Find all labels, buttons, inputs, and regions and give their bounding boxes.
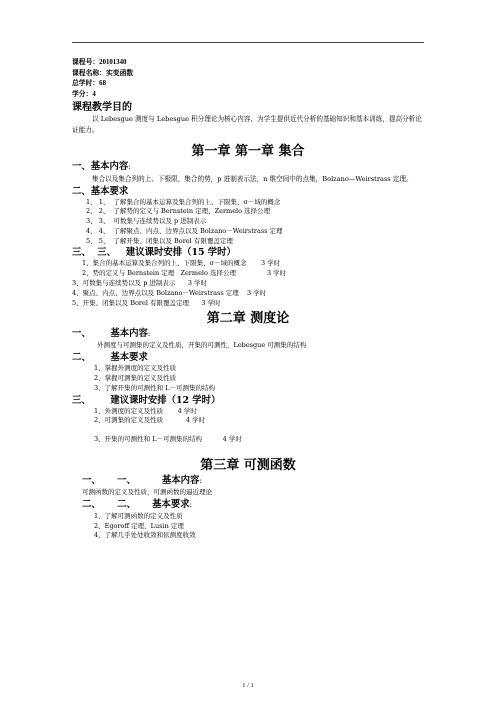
ch3-s1-colon: :: [199, 477, 202, 486]
ch2-req-item: 3、了解开集的可测性和 L－可测集的结构: [94, 383, 216, 392]
ch3-req-item: 1、了解可测函数的定义及性质: [94, 511, 183, 520]
goal-heading: 课程教学目的: [72, 102, 132, 113]
header-rule: [72, 42, 424, 43]
ch1-schedule-item: 5、开集、闭集以及 Borel 有限覆盖定理 3 学时: [72, 298, 221, 307]
ch2-section-3-heading: 三、 建议课时安排（12 学时）: [72, 394, 221, 406]
ch1-section-3-heading: 三、 三、 建议课时安排（15 学时）: [72, 247, 236, 259]
ch1-section-2-heading: 二、基本要求: [72, 185, 129, 197]
ch3-req-item: 2、Egoroff 定理，Lusin 定理: [94, 521, 184, 530]
ch3-req-item: 4、了解几乎处处收敛和依测度收敛: [94, 531, 196, 540]
ch2-req-item: 2、掌握可测集的定义及性质: [94, 374, 177, 383]
ch1-req-item: 4、 4、 了解聚点、内点、边界点以及 Bolzano－Weirstrass 定理: [86, 226, 283, 235]
ch1-schedule-item: 3、可数集与连续势以及 p 进制表示 3 学时: [72, 279, 208, 288]
ch3-section-1-text: 可测函数的定义及性质，可测函数的逼近理论: [82, 488, 212, 497]
ch1-section-1-text: 集合以及集合列的上、下极限，集合的势，p 进制表示法，n 维空间中的点集，Bolzano—Weirstrass 定理。: [92, 175, 413, 183]
ch1-req-item: 2、 2、 了解势的定义与 Bernstein 定理、Zermelo 选择公理: [86, 207, 271, 216]
ch2-schedule-item: 2、可测集的定义及性质 4 学时: [94, 416, 206, 425]
ch1-s1-colon: :: [128, 163, 131, 171]
chapter-2-title: 第二章 测度论: [206, 311, 290, 327]
ch1-req-item: 5、 5、 了解开集、闭集以及 Borel 有限覆盖定理: [86, 236, 233, 245]
chapter-1-title: 第一章 第一章 集合: [191, 144, 305, 159]
ch2-s1-label: 一、 基本内容: [72, 328, 148, 340]
ch3-section-1-heading: [72, 474, 424, 488]
ch2-section-1-heading: [72, 327, 424, 341]
ch2-schedule-spacer: [72, 426, 424, 435]
ch3-section-2-heading: [72, 498, 424, 512]
ch1-schedule-item: 4、聚点、内点、边界点以及 Bolzano－Weirstrass 定理 3 学时: [72, 288, 267, 297]
ch2-section-1-text: 外测度与可测集的定义及性质，开集的可测性，Lebesgue 可测集的结构: [97, 341, 307, 350]
ch1-schedule-item: 2、势的定义与 Bernstein 定理 Zermelo 选择公理 3 学时: [82, 269, 287, 278]
page-number: 1 / 1: [242, 682, 254, 689]
ch1-s1-label: 一、基本内容: [72, 161, 129, 172]
ch1-req-item: 3、 3、 可数集与连续势以及 p 进制表示: [86, 217, 207, 226]
ch3-s2-label: 二、 二、 基本要求: [82, 498, 190, 510]
ch3-s2-colon: :: [189, 500, 192, 509]
course-number: 课程号：20101340: [72, 59, 127, 66]
chapter-3-title: 第三章 可测函数: [200, 458, 296, 474]
ch2-schedule-item: 3、开集的可测性和 L－可测集的结构 4 学时: [94, 435, 242, 444]
goal-text: 以 Lebesgue 测度与 Lebesgue 积分理论为核心内容，为学生提供近代分析的基础知识和基本训练，提高分析论证能力。: [72, 115, 422, 134]
ch1-req-item: 1、 1、 了解集合的基本运算及集合列的上、下限集、σ－域的概念: [86, 197, 281, 206]
ch2-req-item: 1、掌握外测度的定义及性质: [94, 364, 177, 373]
total-hours: 总学时：68: [72, 80, 106, 87]
document-page: [72, 58, 424, 541]
course-name: 课程名称：实变函数: [72, 69, 134, 77]
ch3-s1-label: 一、 一、 基本内容: [82, 475, 200, 487]
ch1-section-1-heading: [72, 160, 424, 174]
ch1-schedule-item: 1、集合的基本运算及集合列的上、下限集、σ－域的概念 3 学时: [82, 259, 281, 268]
ch2-section-2-heading: 二、 基本要求: [72, 352, 148, 364]
ch2-s1-colon: :: [147, 330, 151, 339]
ch2-schedule-item: 1、外测度的定义及性质 4 学时: [94, 406, 197, 415]
credits: 学分：4: [72, 90, 96, 98]
course-meta: [72, 58, 424, 100]
